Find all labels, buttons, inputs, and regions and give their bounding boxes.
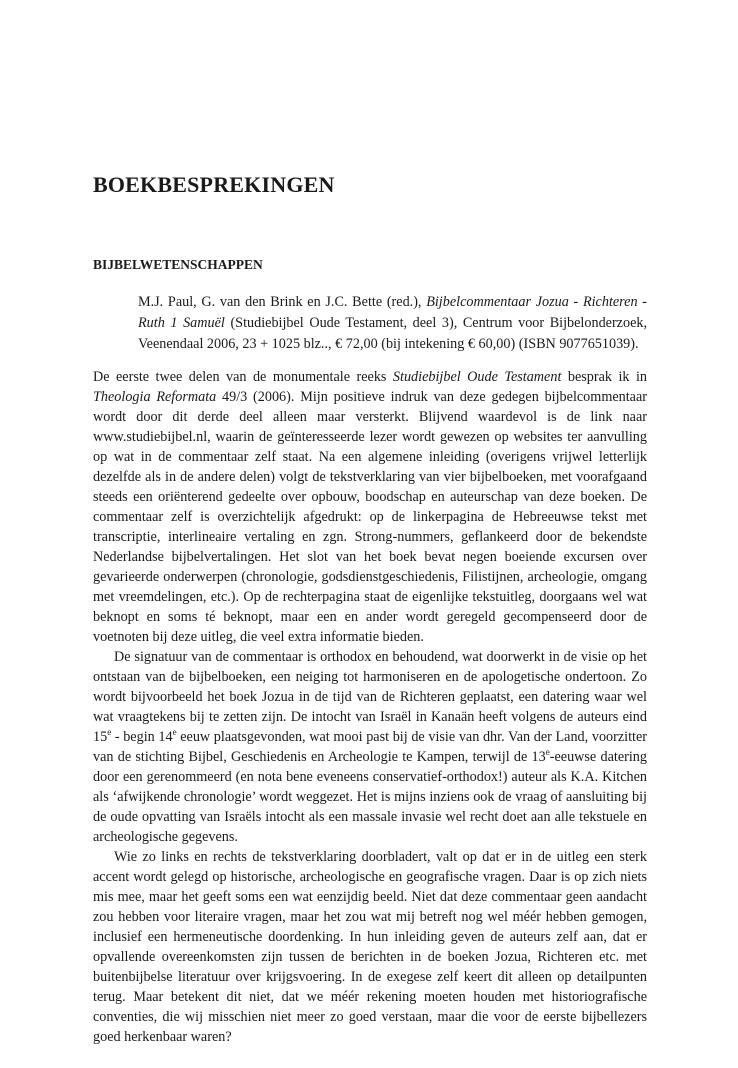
p1-text-1: De eerste twee delen van de monumentale reeks [93,369,393,385]
p2-text-2: - begin 14 [111,729,173,745]
p2-text-1: De signatuur van de commentaar is orthodox en behoudend, wat doorwerkt in de visie op het ontstaan van de bijbelboeken, een neiging tot harmoniseren en de apologetische ondertoon. Zo wordt bijvoorbeeld het boek Jozua in de tijd van de Richteren geplaatst, een datering waar wel wat vraagtekens bij te zetten zijn. De intocht van Israël in Kanaän heeft volgens de auteurs eind 15 [93,649,647,745]
p2-text-3: eeuw plaatsgevonden, wat mooi past bij de visie van dhr. Van der Land, voorzitter van de stichting Bijbel, Geschiedenis en Archeologie te Kampen, terwijl de 13 [93,729,648,765]
paragraph-2 [93,647,647,847]
biblio-authors: M.J. Paul, G. van den Brink en J.C. Bette (red.), [138,294,427,310]
page-title: BOEKBESPREKINGEN [93,172,335,197]
biblio-details: (Studiebijbel Oude Testament, deel 3), Centrum voor Bijbelonderzoek, Veenendaal 2006, 23 + 1025 blz.., € 72,00 (bij intekening € 60,00) (ISBN 9077651039). [138,315,648,352]
paragraph-3 [93,847,647,1047]
p2-sup-3: e [545,747,550,757]
paragraph-1 [93,367,647,647]
p1-series-title: Studiebijbel Oude Testament [392,369,562,385]
p2-sup-2: e [172,727,177,737]
p1-text-3: 49/3 (2006). Mijn positieve indruk van deze gedegen bijbelcommentaar wordt door dit derde deel alleen maar versterkt. Blijvend waardevol is de link naar www.studiebijbel.nl, waarin de geïnteresseerde lezer wordt gewezen op websites ter aanvulling op wat in de commentaar zelf staat. Na een algemene inleiding (overigens vrijwel letterlijk dezelfde als in de andere delen) volgt de tekstverklaring van vier bijbelboeken, met voorafgaand steeds een oriënterend gedeelte over opbouw, boodschap en auteurschap van deze boeken. De commentaar zelf is overzichtelijk afgedrukt: op de linkerpagina de Hebreeuwse tekst met transcriptie, interlineaire vertaling en zgn. Strong-nummers, geflankeerd door de bekendste Nederlandse bijbelvertalingen. Het slot van het boek bevat negen boeiende excursen over gevarieerde onderwerpen (chronologie, godsdienstgeschiedenis, Filistijnen, archeologie, omgang met vreemdelingen, etc.). Op de rechterpagina staat de eigenlijke tekstuitleg, doorgaans wel wat beknopt en soms té beknopt, maar een en ander wordt geregeld gecompenseerd door de voetnoten bij deze uitleg, die veel extra informatie bieden. [93,389,648,645]
review-body [93,367,647,1047]
biblio-book-title: Bijbelcommentaar Jozua - Richteren - Ruth 1 Samuël [138,294,647,331]
p1-journal-title: Theologia Reformata [93,389,217,405]
p1-text-2: besprak ik in [561,369,647,385]
p2-sup-1: e [107,727,112,737]
bibliographic-reference [138,292,647,355]
p3-text-1: Wie zo links en rechts de tekstverklaring doorbladert, valt op dat er in de uitleg een sterk accent wordt gelegd op historische, archeologische en geografische vragen. Daar is op zich niets mis mee, maar het geeft soms een wat eenzijdig beeld. Niet dat deze commentaar geen aandacht zou hebben voor literaire vragen, maar het zou wat mij betreft nog wel méér hebben gemogen, inclusief een hermeneutische doordenking. In hun inleiding geven de auteurs zelf aan, dat er opvallende overeenkomsten zijn tussen de berichten in de boeken Jozua, Richteren etc. met buitenbijbelse literatuur over krijgsvoering. In de exegese zelf keert dit alleen op detailpunten terug. Maar betekent dit niet, dat we méér rekening moeten houden met historiografische conventies, die wij misschien niet meer zo goed verstaan, maar die voor de eerste bijbellezers goed herkenbaar waren? [93,849,647,1045]
p2-text-4: -eeuwse datering door een gerenommeerd (en nota bene eveneens conservatief-orthodox!) auteur als K.A. Kitchen als ‘afwijkende chronologie’ wordt weggezet. Het is mijns inziens ook de vraag of aansluiting bij de oude opvatting van Israëls intocht als een massale invasie wel recht doet aan alle tekstuele en archeologische gegevens. [93,749,647,845]
section-heading: BIJBELWETENSCHAPPEN [93,257,263,272]
